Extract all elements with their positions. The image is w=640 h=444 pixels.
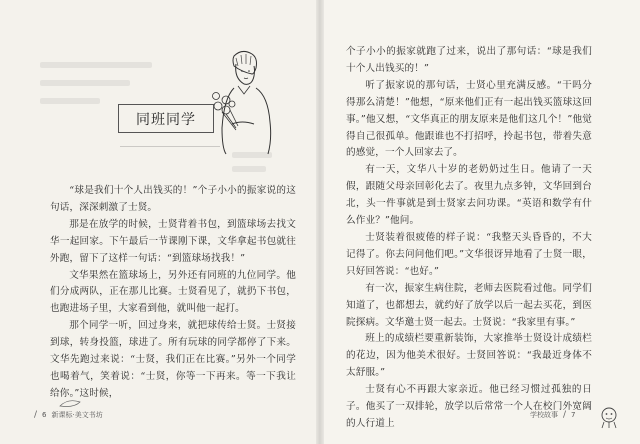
paragraph: 个子小小的振家就跑了过来，说出了那句话：“球是我们十个人出钱买的！” <box>346 46 592 74</box>
footer-slash: / <box>34 410 38 420</box>
right-page <box>320 0 640 444</box>
bleed-through-line <box>232 166 266 172</box>
footer-slash: / <box>563 410 567 420</box>
paragraph: “球是我们十个人出钱买的！”个子小小的振家说的这句话，深深刺激了士贤。 <box>50 185 296 213</box>
left-footer <box>34 410 103 420</box>
page-number: 7 <box>571 411 576 419</box>
cartoon-mascot-icon <box>596 404 622 430</box>
bleed-through-line <box>40 62 152 68</box>
paragraph: 有一次，振家生病住院，老师去医院看过他。同学们知道了，也都想去，就约好了放学以后一起去买花，到医院探病。文华邀士贤一起去。士贤说：“我家里有事。” <box>346 282 592 328</box>
paragraph: 士贤有心不再跟大家亲近。他已经习惯过孤独的日子。他买了一双排轮，放学以后常常一个人在校门外宽阔的人行道上 <box>346 384 592 429</box>
bleed-through-line <box>40 80 130 86</box>
series-name: 新课标·美文书坊 <box>51 411 103 419</box>
chapter-title: 同班同学 <box>118 104 214 133</box>
right-footer <box>530 410 576 420</box>
left-body-text <box>50 183 296 403</box>
leaf-ornament-icon <box>58 398 88 408</box>
page-number: 6 <box>42 411 47 419</box>
paragraph: 文华果然在篮球场上，另外还有同班的九位同学。他们分成两队，正在那儿比赛。士贤看见了，就扔下书包，也跑进场子里，大家看到他，就叫他一起打。 <box>50 269 296 315</box>
bleed-through-line <box>40 98 100 104</box>
paragraph: 班上的成绩栏要重新装饰，大家推举士贤设计成绩栏的花边，因为他美术很好。士贤回答说：“我最近身体不太舒服。” <box>346 333 592 379</box>
paragraph: 有一天，文华八十岁的老奶奶过生日。他请了一天假，跟随父母亲回彰化去了。夜里九点多钟，文华回到台北，头一件事就是到士贤家去问功课。“英语和数学有什么作业？”他问。 <box>346 164 592 227</box>
paragraph: 听了振家说的那句话，士贤心里充满反感。“干吗分得那么清楚！”他想，“原来他们正有一起出钱买篮球这回事。”他又想，“文华真正的朋友原来是他们这几个！”他觉得自己很孤单。他跟谁也不打招呼，拎起书包，带着失意的感觉，一个人回家去了。 <box>346 79 592 159</box>
paragraph: 士贤装着很疲倦的样子说：“我整天头昏昏的，不大记得了。你去问问他们吧。”文华很讶异地看了士贤一眼，只好回答说：“也好。” <box>346 231 592 277</box>
book-gutter <box>316 0 324 444</box>
paragraph: 那个同学一听，回过身来，就把球传给士贤。士贤接到球，转身投篮，球进了。所有玩球的同学都停了下来。文华先跑过来说：“士贤，我们正在比赛。”另外一个同学也喝着气，笑着说：“士贤，你等一下再来。等一下我让给你。”这时候， <box>50 320 296 399</box>
title-divider <box>120 146 220 147</box>
section-name: 学校故事 <box>530 411 558 419</box>
paragraph: 那是在放学的时候，士贤背着书包，到篮球场去找文华一起回家。下午最后一节课刚下课，文华拿起书包就往外跑，留下了这样一句话：“到篮球场找我！” <box>50 218 296 264</box>
right-body-text <box>346 44 592 433</box>
boy-with-flowers-illustration <box>204 48 276 156</box>
